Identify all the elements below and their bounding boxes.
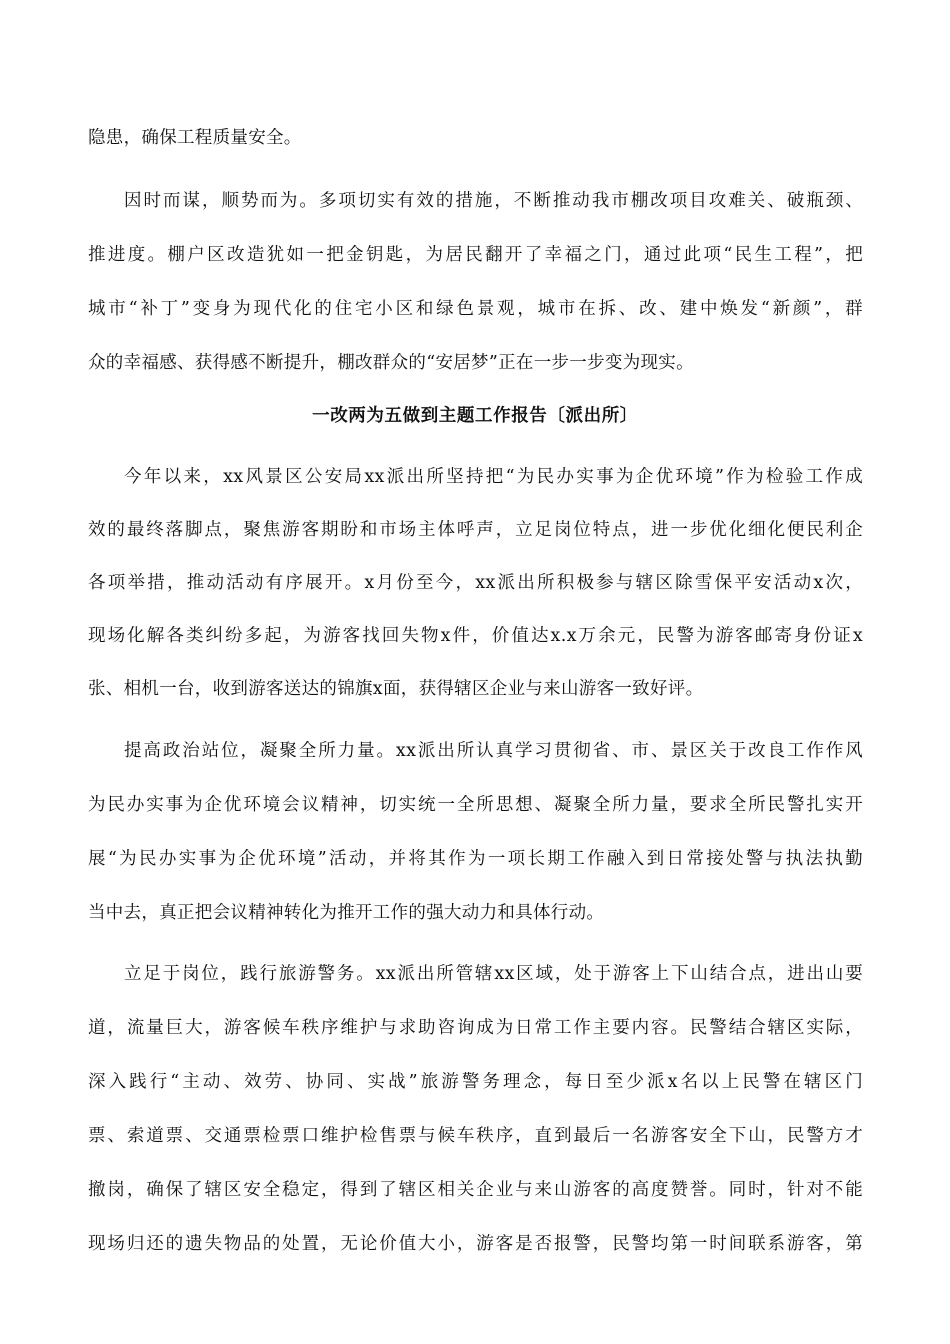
paragraph-continuation: 隐患，确保工程质量安全。	[88, 128, 302, 148]
paragraph-3-line: 为民办实事为企优环境会议精神，切实统一全所思想、凝聚全所力量，要求全所民警扎实开	[88, 795, 863, 815]
paragraph-1-line: 众的幸福感、获得感不断提升，棚改群众的“安居梦”正在一步一步变为现实。	[88, 353, 694, 373]
paragraph-4-line: 深入践行“主动、效劳、协同、实战”旅游警务理念，每日至少派x名以上民警在辖区门	[88, 1072, 863, 1092]
paragraph-4-line: 撤岗，确保了辖区安全稳定，得到了辖区相关企业与来山游客的高度赞誉。同时，针对不能	[88, 1180, 863, 1200]
paragraph-3-line: 提高政治站位，凝聚全所力量。xx派出所认真学习贯彻省、市、景区关于改良工作作风	[124, 741, 863, 761]
paragraph-2-line: 张、相机一台，收到游客送达的锦旗x面，获得辖区企业与来山游客一致好评。	[88, 679, 704, 699]
paragraph-4-line: 立足于岗位，践行旅游警务。xx派出所管辖xx区域，处于游客上下山结合点，进出山要	[124, 964, 863, 984]
paragraph-2-line: 效的最终落脚点，聚焦游客期盼和市场主体呼声，立足岗位特点，进一步优化细化便民利企	[88, 520, 863, 540]
section-title: 一改两为五做到主题工作报告〔派出所〕	[312, 406, 638, 426]
paragraph-1-line: 因时而谋，顺势而为。多项切实有效的措施，不断推动我市棚改项目攻难关、破瓶颈、	[124, 191, 863, 211]
paragraph-1-line: 城市“补丁”变身为现代化的住宅小区和绿色景观，城市在拆、改、建中焕发“新颜”，群	[88, 299, 863, 319]
paragraph-4-line: 票、索道票、交通票检票口维护检售票与候车秩序，直到最后一名游客安全下山，民警方才	[88, 1126, 863, 1146]
paragraph-2-line: 现场化解各类纠纷多起，为游客找回失物x件，价值达x.x万余元，民警为游客邮寄身份证x	[88, 626, 863, 646]
paragraph-3-line: 当中去，真正把会议精神转化为推开工作的强大动力和具体行动。	[88, 903, 605, 923]
paragraph-1-line: 推进度。棚户区改造犹如一把金钥匙，为居民翻开了幸福之门，通过此项“民生工程”，把	[88, 245, 863, 265]
paragraph-2-line: 各项举措，推动活动有序展开。x月份至今，xx派出所积极参与辖区除雪保平安活动x次，	[88, 573, 863, 593]
paragraph-4-line: 道，流量巨大，游客候车秩序维护与求助咨询成为日常工作主要内容。民警结合辖区实际，	[88, 1018, 863, 1038]
paragraph-4-line: 现场归还的遗失物品的处置，无论价值大小，游客是否报警，民警均第一时间联系游客，第	[88, 1234, 863, 1254]
paragraph-3-line: 展“为民办实事为企优环境”活动，并将其作为一项长期工作融入到日常接处警与执法执勤	[88, 849, 863, 869]
paragraph-2-line: 今年以来，xx风景区公安局xx派出所坚持把“为民办实事为企优环境”作为检验工作成	[124, 467, 863, 487]
